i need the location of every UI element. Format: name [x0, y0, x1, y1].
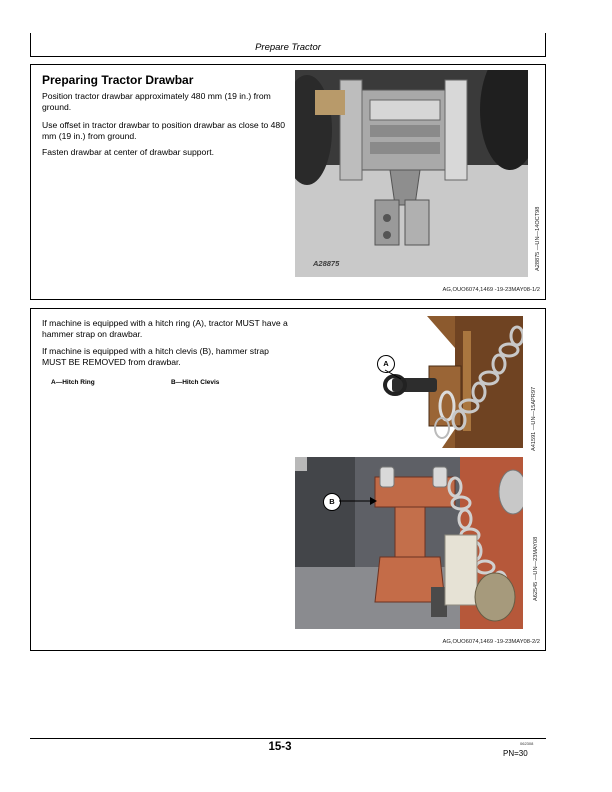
- paragraph-3: Fasten drawbar at center of drawbar support.: [42, 147, 214, 157]
- footer-pn: PN=30: [503, 749, 528, 758]
- footer-rule: [30, 738, 546, 739]
- callout-a: A: [377, 355, 395, 373]
- reference-code-2: AG,OUO6074,1469 -19-23MAY08-2/2: [442, 639, 540, 645]
- hitch-ring-photo: [367, 316, 523, 448]
- photo-label: A28875: [313, 259, 340, 268]
- legend-hitch-ring: A—Hitch Ring: [51, 379, 95, 386]
- paragraph-1: Position tractor drawbar approximately 480 mm (19 in.) from ground.: [42, 91, 271, 112]
- reference-code: AG,OUO6074,1469 -19-23MAY08-1/2: [442, 287, 540, 293]
- callout-b-arrow: [338, 495, 378, 507]
- drawbar-photo: [295, 70, 528, 277]
- running-header: [30, 33, 546, 57]
- figure-a-id: A41591 —UN—15APR97: [531, 386, 537, 451]
- legend-hitch-clevis: B—Hitch Clevis: [171, 379, 220, 386]
- hitch-clevis-photo: [295, 457, 523, 629]
- figure-b-id: A62545 —UN—23MAY08: [533, 536, 539, 601]
- drawbar-panel: [30, 64, 546, 300]
- hitch-panel: [30, 308, 546, 651]
- hitch-ring-graphic: [367, 316, 523, 448]
- drawbar-photo-graphic: [295, 70, 528, 277]
- paragraph-2: Use offset in tractor drawbar to position drawbar as close to 480 mm (19 in.) from ground.: [42, 120, 285, 141]
- panel-title: Preparing Tractor Drawbar: [42, 73, 194, 87]
- hitch-clevis-graphic: [295, 457, 523, 629]
- callout-b: B: [323, 493, 341, 511]
- section-title: Prepare Tractor: [255, 42, 321, 53]
- footer-date-code: 062308: [520, 741, 534, 746]
- callout-a-leader: [383, 369, 403, 381]
- paragraph-hitch-clevis: If machine is equipped with a hitch clevis (B), hammer strap MUST BE REMOVED from drawbar.: [42, 346, 269, 367]
- paragraph-hitch-ring: If machine is equipped with a hitch ring (A), tractor MUST have a hammer strap on drawbar.: [42, 318, 288, 339]
- figure-id: A28875 —UN—14OCT98: [535, 206, 541, 271]
- page-number: 15-3: [268, 741, 292, 753]
